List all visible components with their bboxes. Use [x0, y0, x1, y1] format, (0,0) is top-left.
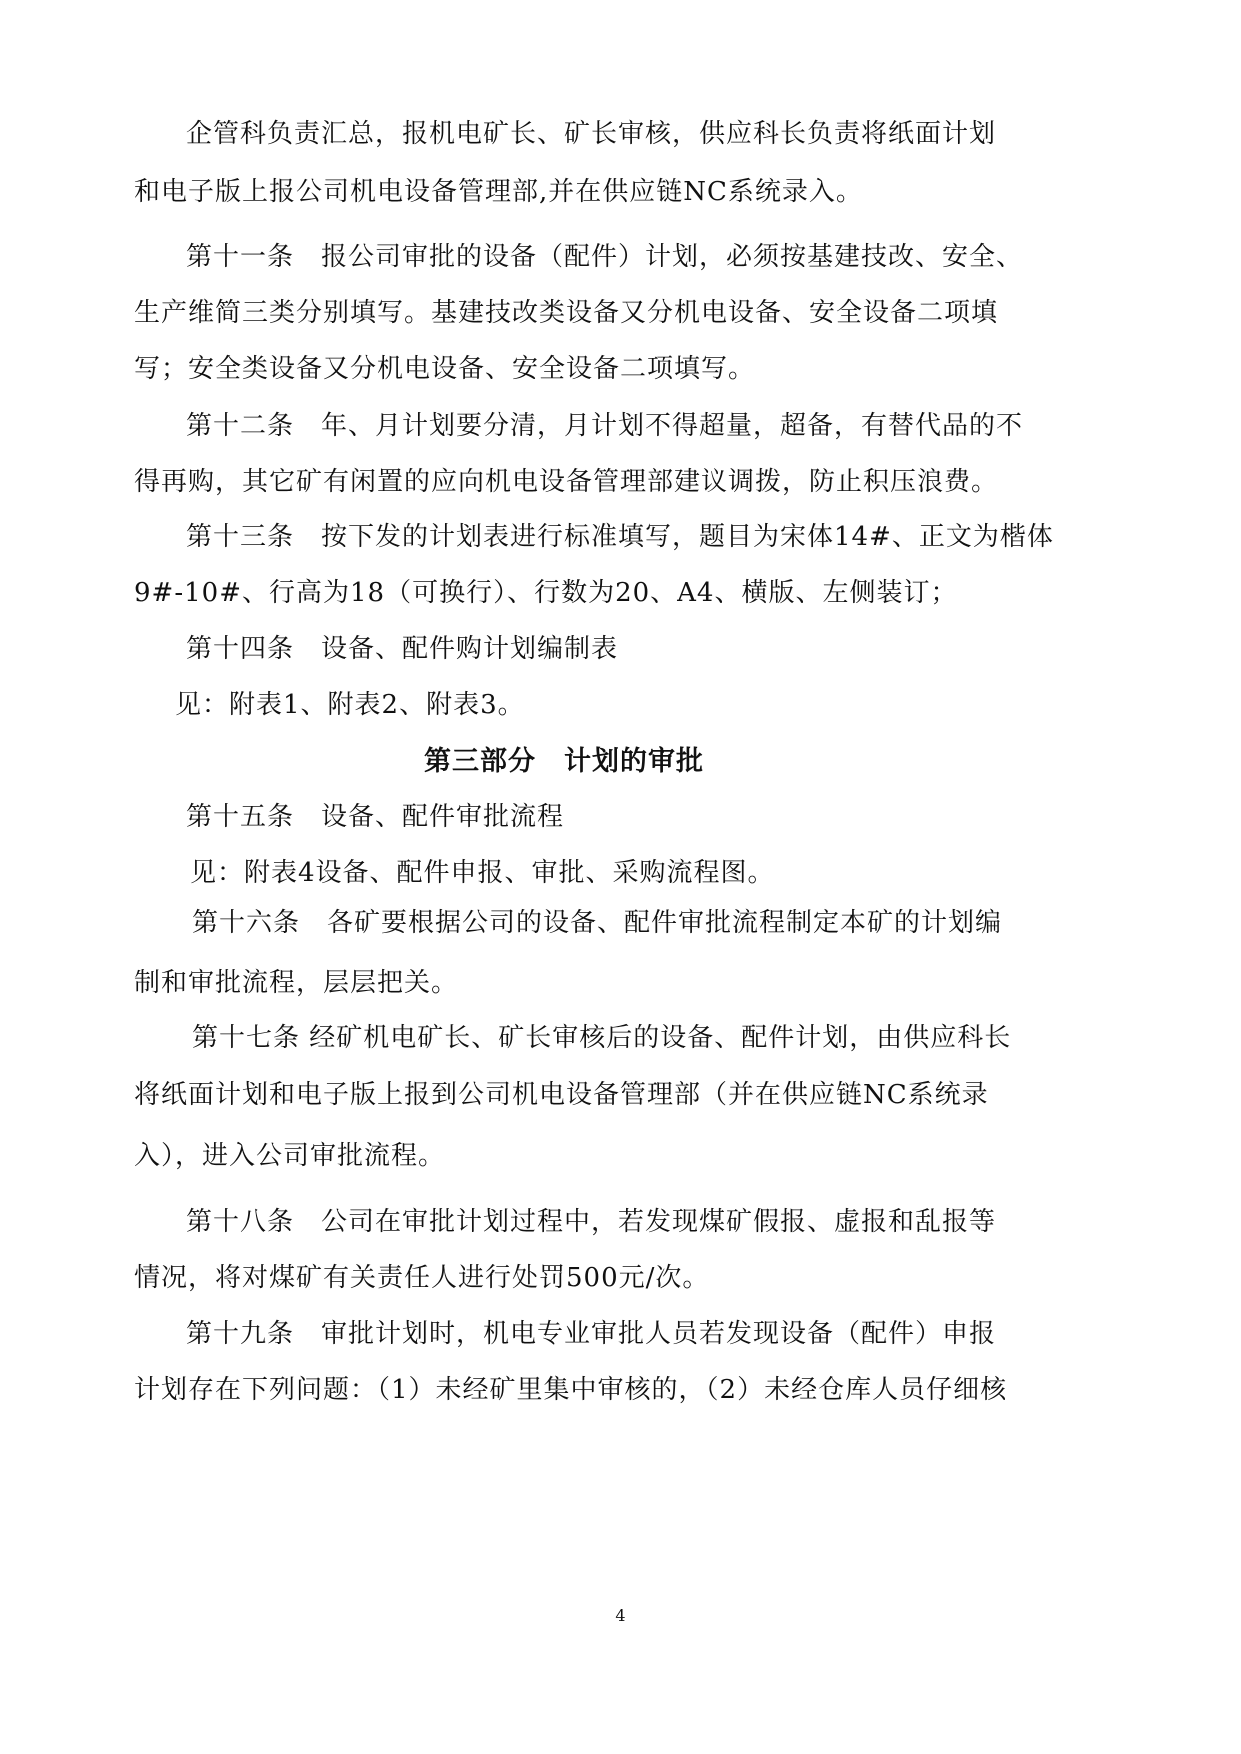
article-17-line: 第十七条 经矿机电矿长、矿长审核后的设备、配件计划，由供应科长 — [192, 1023, 1012, 1053]
article-12-line: 第十二条 年、月计划要分清，月计划不得超量，超备，有替代品的不 — [186, 411, 1024, 441]
see-appendix-line: 见：附表1、附表2、附表3。 — [175, 690, 525, 720]
article-19-line: 第十九条 审批计划时，机电专业审批人员若发现设备（配件）申报 — [186, 1319, 997, 1349]
paragraph-line: 入），进入公司审批流程。 — [134, 1141, 446, 1171]
paragraph-line: 生产维简三类分别填写。基建技改类设备又分机电设备、安全设备二项填 — [134, 298, 999, 328]
paragraph-line: 9#-10#、行高为18（可换行）、行数为20、A4、横版、左侧装订； — [134, 578, 958, 608]
article-14-line: 第十四条 设备、配件购计划编制表 — [186, 634, 619, 664]
page-number: 4 — [615, 1606, 626, 1625]
paragraph-line: 写；安全类设备又分机电设备、安全设备二项填写。 — [134, 354, 756, 384]
paragraph-line: 和电子版上报公司机电设备管理部,并在供应链NC系统录入。 — [134, 177, 863, 207]
paragraph-line: 将纸面计划和电子版上报到公司机电设备管理部（并在供应链NC系统录 — [134, 1080, 989, 1110]
section-heading: 第三部分 计划的审批 — [424, 746, 704, 777]
paragraph-line: 制和审批流程，层层把关。 — [134, 968, 459, 998]
article-18-line: 第十八条 公司在审批计划过程中，若发现煤矿假报、虚报和乱报等 — [186, 1207, 997, 1237]
article-15-line: 第十五条 设备、配件审批流程 — [186, 802, 565, 832]
paragraph-line: 得再购，其它矿有闲置的应向机电设备管理部建议调拨，防止积压浪费。 — [134, 467, 999, 497]
article-16-line: 第十六条 各矿要根据公司的设备、配件审批流程制定本矿的计划编 — [192, 908, 1003, 938]
paragraph-line: 计划存在下列问题：（1）未经矿里集中审核的，（2）未经仓库人员仔细核 — [134, 1375, 1008, 1405]
article-11-line: 第十一条 报公司审批的设备（配件）计划，必须按基建技改、安全、 — [186, 242, 1024, 272]
paragraph-line: 企管科负责汇总，报机电矿长、矿长审核，供应科长负责将纸面计划 — [186, 119, 997, 149]
paragraph-line: 情况，将对煤矿有关责任人进行处罚500元/次。 — [134, 1263, 710, 1293]
article-13-line: 第十三条 按下发的计划表进行标准填写，题目为宋体14#、正文为楷体 — [186, 522, 1054, 552]
see-appendix-line: 见：附表4设备、配件申报、审批、采购流程图。 — [190, 858, 775, 888]
